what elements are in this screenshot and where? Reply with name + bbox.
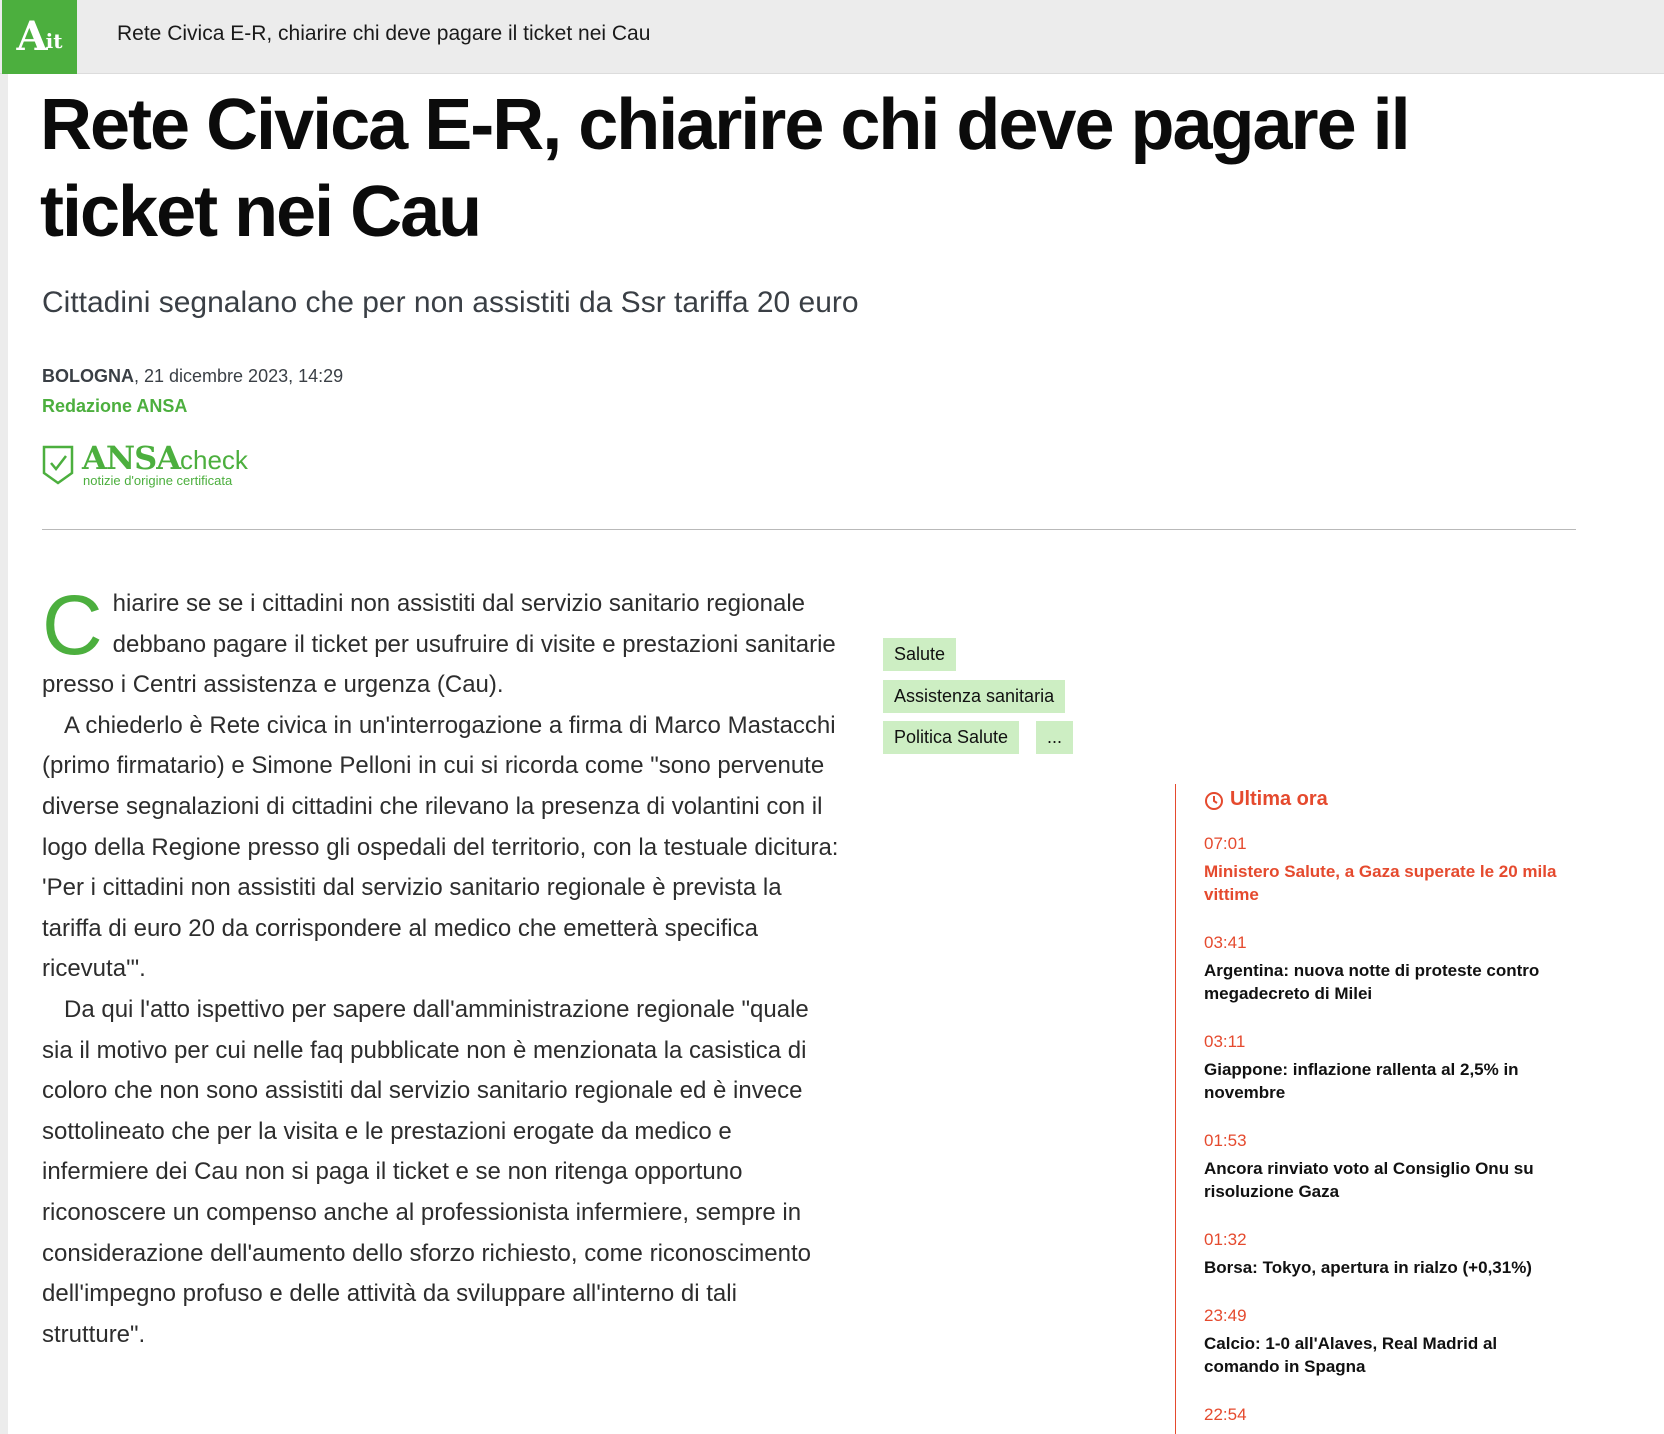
article-dateline xyxy=(42,366,343,387)
clock-icon xyxy=(1204,791,1224,811)
news-title-link[interactable]: Giappone: inflazione rallenta al 2,5% in novembre xyxy=(1204,1060,1519,1102)
news-title-link[interactable]: Argentina: nuova notte di proteste contro megadecreto di Milei xyxy=(1204,961,1540,1003)
ansa-check-badge[interactable] xyxy=(42,439,272,489)
article-paragraph-2: A chiederlo è Rete civica in un'interrogazione a firma di Marco Mastacchi (primo firmatario) e Simone Pelloni in cui si ricorda come "sono pervenute diverse segnalazioni di cittadini che rilevano la presenza di volantini con il logo della Regione presso gli ospedali del territorio, con la testuale dicitura: 'Per i cittadini non assistiti dal servizio sanitario regionale è prevista la tariffa di euro 20 da corrispondere al medico che emetterà specifica ricevuta'". xyxy=(42,711,839,983)
news-title-link[interactable]: Borsa: Tokyo, apertura in rialzo (+0,31%) xyxy=(1204,1258,1532,1277)
top-bar xyxy=(0,0,1664,74)
ultima-ora-title: Ultima ora xyxy=(1230,788,1328,810)
news-time: 03:41 xyxy=(1204,933,1247,952)
dateline-city: BOLOGNA xyxy=(42,366,134,386)
ultima-ora-rule xyxy=(1175,784,1176,1434)
tag-more-button[interactable]: ... xyxy=(1036,721,1073,754)
article-subtitle: Cittadini segnalano che per non assistiti da Ssr tariffa 20 euro xyxy=(42,286,859,319)
article-byline[interactable]: Redazione ANSA xyxy=(42,396,188,416)
news-title-link[interactable]: Ministero Salute, a Gaza superate le 20 mila vittime xyxy=(1204,862,1557,904)
article-body xyxy=(42,578,842,1355)
article-paragraph-1 xyxy=(42,578,842,706)
news-time: 01:53 xyxy=(1204,1131,1247,1150)
news-title-link[interactable]: Ancora rinviato voto al Consiglio Onu su risoluzione Gaza xyxy=(1204,1159,1534,1201)
page-left-border xyxy=(0,0,8,1434)
ansa-check-tagline: notizie d'origine certificata xyxy=(83,473,233,488)
news-time: 23:49 xyxy=(1204,1306,1247,1325)
logo-suffix: it xyxy=(45,29,63,53)
dateline-date: , 21 dicembre 2023, 14:29 xyxy=(134,366,344,386)
news-time: 07:01 xyxy=(1204,834,1247,853)
ultima-ora-header[interactable] xyxy=(1204,788,1328,811)
news-time: 22:54 xyxy=(1204,1405,1247,1424)
article-paragraph-3: Da qui l'atto ispettivo per sapere dall'amministrazione regionale "quale sia il motivo per cui nelle faq pubblicate non è menzionata la casistica di coloro che non sono assistiti dal servizio sanitario regionale ed è invece sottolineato che per la visita e le prestazioni erogate da medico e infermiere dei Cau non si paga il ticket e se non ritenga opportuno riconoscere un compenso anche al professionista infermiere, sempre in considerazione dell'aumento dello sforzo richiesto, come riconoscimento dell'impegno profuso e delle attività da sviluppare all'interno di tali strutture". xyxy=(42,995,811,1348)
ansa-check-suffix: check xyxy=(180,445,248,475)
ansa-check-brand: ANSA xyxy=(82,439,181,477)
drop-cap: C xyxy=(42,578,103,672)
tag-assistenza-sanitaria[interactable]: Assistenza sanitaria xyxy=(883,680,1065,713)
tag-politica-salute[interactable]: Politica Salute xyxy=(883,721,1019,754)
article-headline: Rete Civica E-R, chiarire chi deve pagare il ticket nei Cau xyxy=(40,85,1409,252)
ansa-check-wordmark xyxy=(82,439,248,477)
news-time: 01:32 xyxy=(1204,1230,1247,1249)
shield-check-icon xyxy=(42,445,74,485)
ansa-it-logo[interactable] xyxy=(2,0,77,74)
header-divider xyxy=(42,529,1576,530)
paragraph-1-text: hiarire se se i cittadini non assistiti dal servizio sanitario regionale debbano pagare il ticket per usufruire di visite e prestazioni sanitarie presso i Centri assistenza e urgenza (Cau). xyxy=(42,590,836,699)
topbar-article-title: Rete Civica E-R, chiarire chi deve pagare il ticket nei Cau xyxy=(117,22,651,45)
news-title-link[interactable]: Calcio: 1-0 all'Alaves, Real Madrid al comando in Spagna xyxy=(1204,1334,1498,1376)
news-time: 03:11 xyxy=(1204,1032,1246,1051)
logo-letter: A xyxy=(16,13,46,60)
tag-salute[interactable]: Salute xyxy=(883,638,956,671)
